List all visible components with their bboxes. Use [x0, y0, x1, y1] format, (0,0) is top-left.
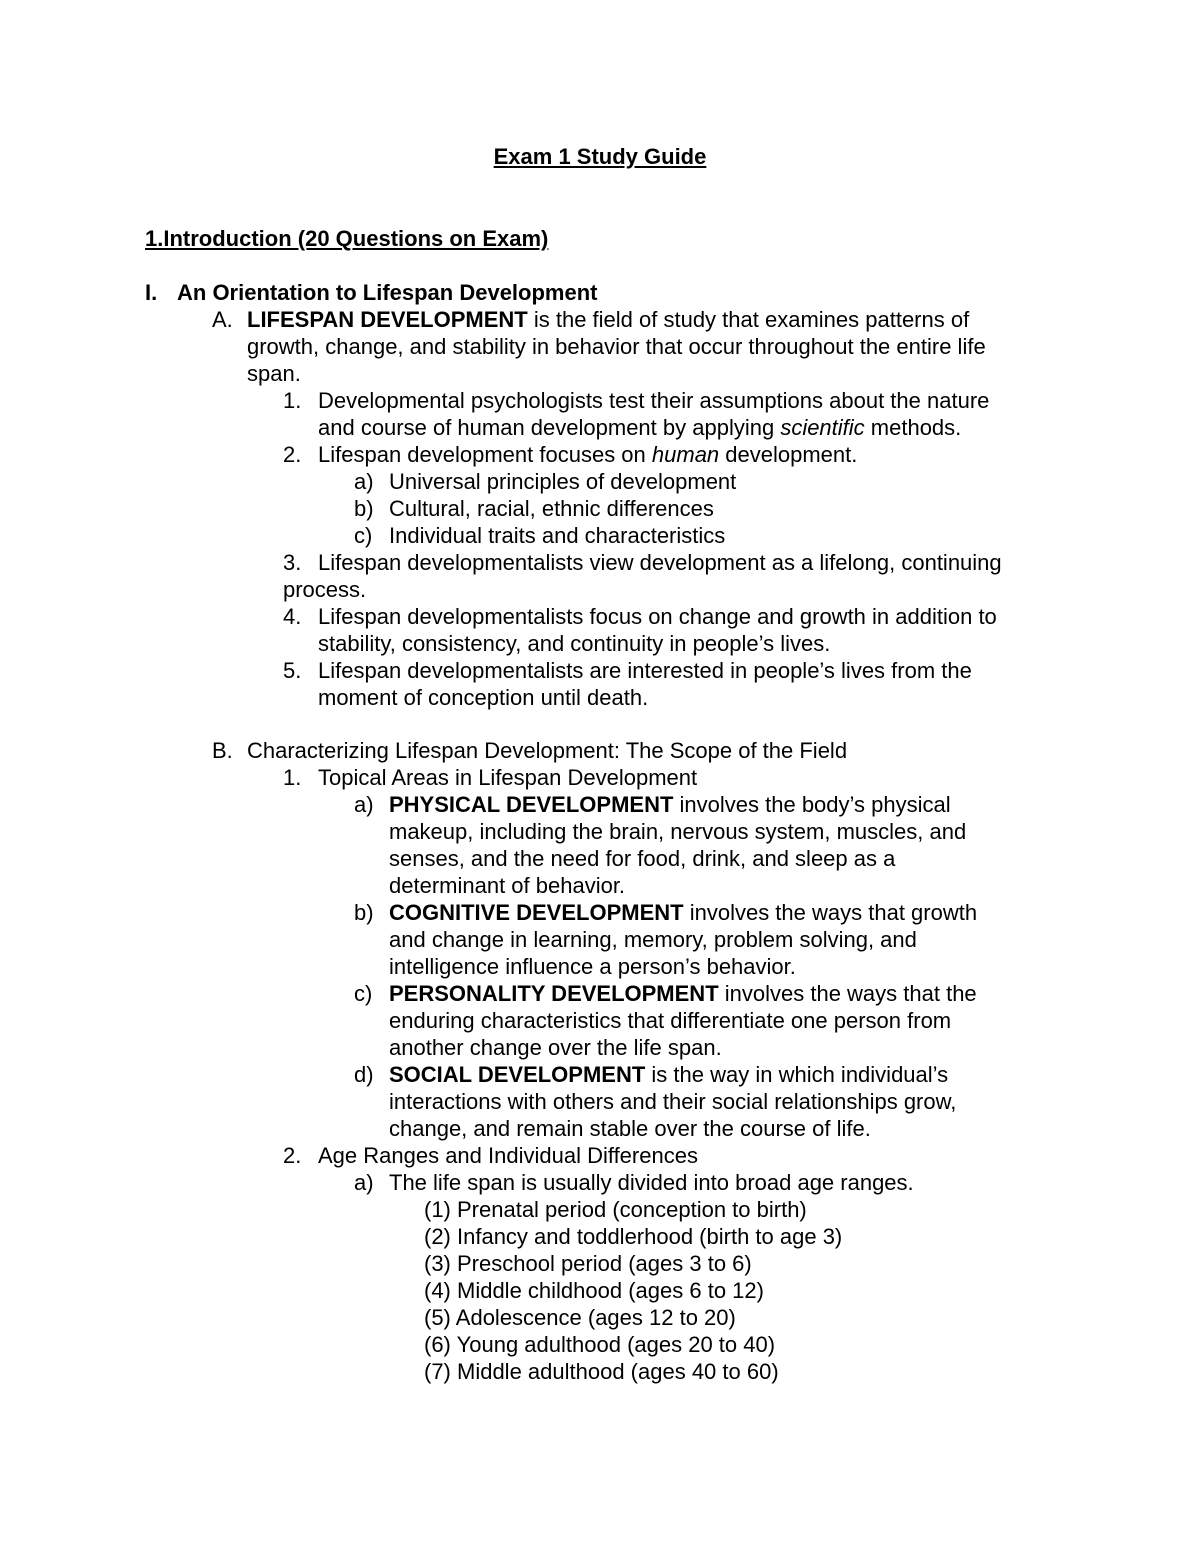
sublist-item: Individual traits and characteristics: [389, 523, 726, 548]
definition-physical: [389, 791, 951, 818]
definition-line: span.: [247, 361, 301, 386]
emphasis: human: [651, 442, 720, 467]
age-range-item: (2) Infancy and toddlerhood (birth to age 3): [424, 1224, 843, 1249]
definition-line: interactions with others and their social relationships grow,: [389, 1089, 957, 1114]
definition-line: another change over the life span.: [389, 1035, 722, 1060]
age-range-item: (5) Adolescence (ages 12 to 20): [424, 1305, 736, 1330]
definition-lifespan: [247, 306, 969, 333]
term: SOCIAL DEVELOPMENT: [389, 1062, 646, 1087]
list-marker: 3.: [283, 550, 302, 575]
text-span: and course of human development by applying: [318, 415, 781, 440]
definition-personality: [389, 980, 977, 1007]
outline-marker-B: B.: [212, 738, 233, 763]
definition-line: makeup, including the brain, nervous system, muscles, and: [389, 819, 967, 844]
list-marker: 2.: [283, 1143, 302, 1168]
term: LIFESPAN DEVELOPMENT: [247, 307, 528, 332]
list-marker: 2.: [283, 442, 302, 467]
text-span: involves the ways that growth: [683, 900, 978, 925]
term: PERSONALITY DEVELOPMENT: [389, 981, 719, 1006]
definition-line: change, and remain stable over the course of life.: [389, 1116, 871, 1141]
definition-line: enduring characteristics that differentiate one person from: [389, 1008, 952, 1033]
sublist-item: Universal principles of development: [389, 469, 737, 494]
sublist-marker: c): [354, 523, 373, 548]
list-marker: 1.: [283, 765, 302, 790]
list-item-text: Lifespan developmentalists view development as a lifelong, continuing: [318, 550, 1002, 575]
list-item-text: Topical Areas in Lifespan Development: [318, 765, 698, 790]
definition-line: and change in learning, memory, problem solving, and: [389, 927, 917, 952]
list-marker: 4.: [283, 604, 302, 629]
age-range-item: (4) Middle childhood (ages 6 to 12): [424, 1278, 764, 1303]
sublist-marker: a): [354, 469, 374, 494]
part-heading: An Orientation to Lifespan Development: [177, 280, 598, 305]
definition-cognitive: [389, 899, 977, 926]
subsection-heading: Characterizing Lifespan Development: The Scope of the Field: [247, 738, 848, 763]
text-span: involves the ways that the: [718, 981, 977, 1006]
list-item-text: [318, 414, 961, 441]
section-heading: 1.Introduction (20 Questions on Exam): [145, 226, 549, 251]
text-span: development.: [719, 442, 858, 467]
age-range-item: (3) Preschool period (ages 3 to 6): [424, 1251, 752, 1276]
list-item-text: Developmental psychologists test their assumptions about the nature: [318, 388, 990, 413]
sublist-item: The life span is usually divided into broad age ranges.: [389, 1170, 914, 1195]
list-item-text: stability, consistency, and continuity in people’s lives.: [318, 631, 831, 656]
sublist-marker: b): [354, 496, 374, 521]
part-marker: I.: [145, 280, 158, 305]
definition-line: intelligence influence a person’s behavior.: [389, 954, 796, 979]
sublist-marker: b): [354, 900, 374, 925]
definition-text: is the field of study that examines patterns of: [527, 307, 970, 332]
document-title: Exam 1 Study Guide: [493, 144, 707, 169]
list-item-text: [318, 441, 857, 468]
outline-marker-A: A.: [212, 307, 233, 332]
list-item-text: Lifespan developmentalists focus on change and growth in addition to: [318, 604, 997, 629]
text-span: Lifespan development focuses on: [318, 442, 652, 467]
age-range-item: (6) Young adulthood (ages 20 to 40): [424, 1332, 776, 1357]
sublist-marker: a): [354, 1170, 374, 1195]
sublist-marker: a): [354, 792, 374, 817]
text-span: involves the body’s physical: [673, 792, 951, 817]
text-span: methods.: [864, 415, 962, 440]
term: COGNITIVE DEVELOPMENT: [389, 900, 684, 925]
sublist-marker: d): [354, 1062, 374, 1087]
definition-line: senses, and the need for food, drink, and sleep as a: [389, 846, 896, 871]
definition-social: [389, 1061, 948, 1088]
term: PHYSICAL DEVELOPMENT: [389, 792, 674, 817]
list-item-text: moment of conception until death.: [318, 685, 649, 710]
list-item-text: process.: [283, 577, 367, 602]
age-range-item: (7) Middle adulthood (ages 40 to 60): [424, 1359, 779, 1384]
definition-line: determinant of behavior.: [389, 873, 626, 898]
list-marker: 5.: [283, 658, 302, 683]
list-item-text: Age Ranges and Individual Differences: [318, 1143, 698, 1168]
list-marker: 1.: [283, 388, 302, 413]
emphasis: scientific: [780, 415, 865, 440]
sublist-item: Cultural, racial, ethnic differences: [389, 496, 714, 521]
list-item-text: Lifespan developmentalists are interested in people’s lives from the: [318, 658, 972, 683]
sublist-marker: c): [354, 981, 373, 1006]
definition-line: growth, change, and stability in behavior that occur throughout the entire life: [247, 334, 986, 359]
age-range-item: (1) Prenatal period (conception to birth): [424, 1197, 807, 1222]
text-span: is the way in which individual’s: [645, 1062, 949, 1087]
